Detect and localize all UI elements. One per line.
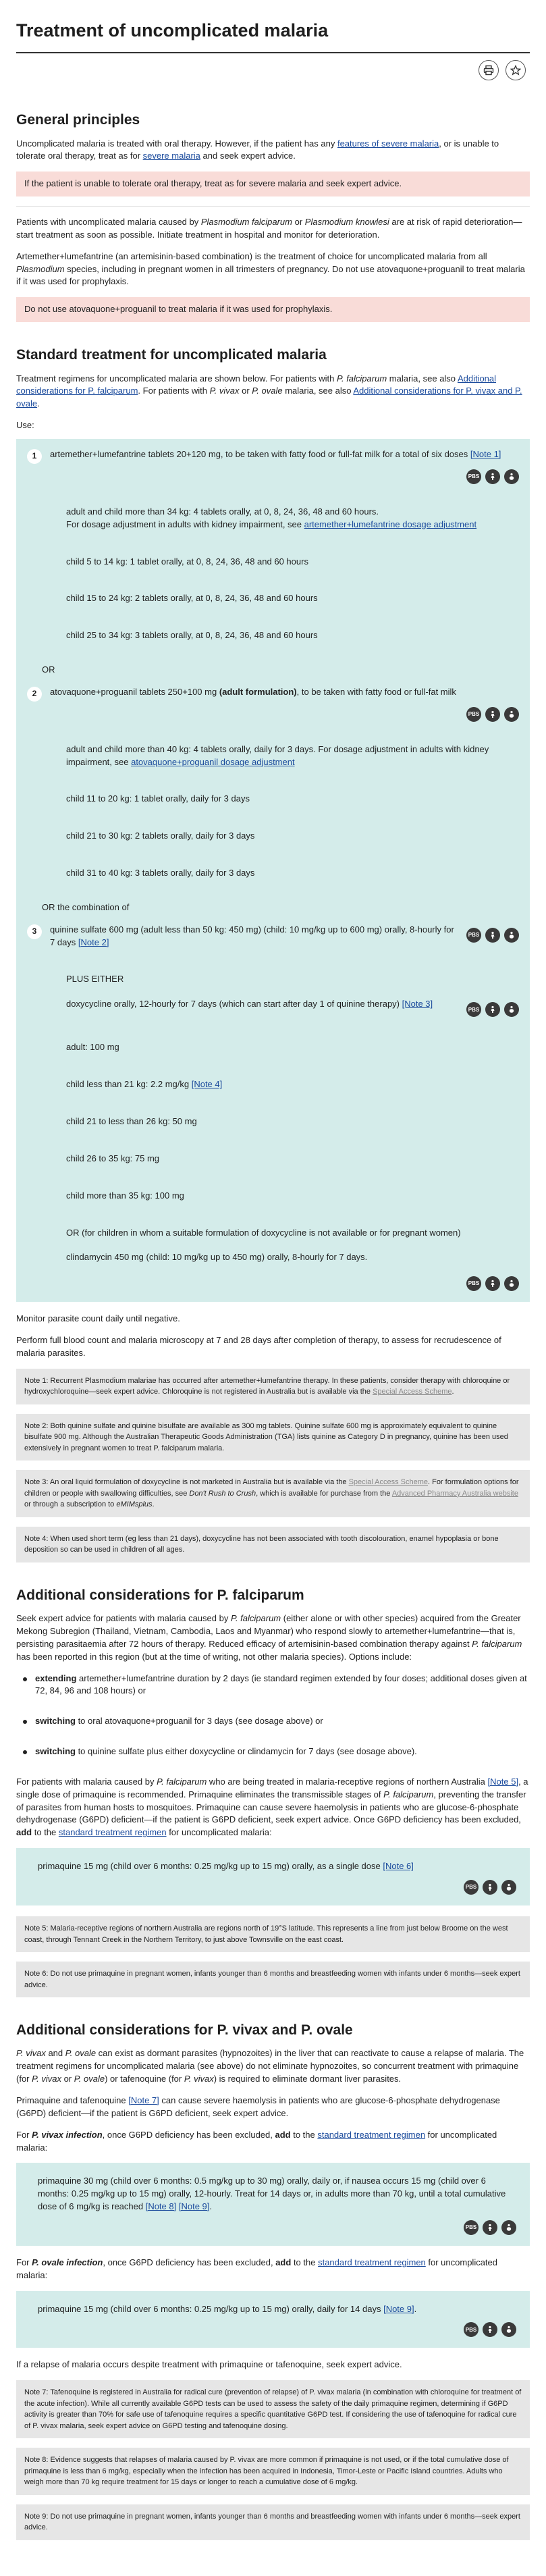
dose-child: child 5 to 14 kg: 1 tablet orally, at 0, 8, 24, 36, 48 and 60 hours bbox=[66, 556, 308, 567]
bookmark-button[interactable] bbox=[506, 60, 526, 80]
pbs-icon[interactable]: PBS bbox=[464, 2322, 479, 2337]
note-1-link[interactable]: [Note 1] bbox=[470, 448, 501, 459]
alert-prophylaxis: Do not use atovaquone+proguanil to treat malaria if it was used for prophylaxis. bbox=[16, 297, 530, 322]
vivax-considerations-link[interactable]: Additional considerations for P. vivax and P. ovale bbox=[16, 386, 522, 409]
pregnancy-icon[interactable] bbox=[485, 1276, 500, 1291]
atovaquone-adjustment-link[interactable]: atovaquone+proguanil dosage adjustment bbox=[131, 756, 295, 767]
breastfeeding-icon[interactable] bbox=[504, 469, 519, 484]
list-item: switching to quinine sulfate plus either doxycycline or clindamycin for 7 days (see dosage above). bbox=[16, 1745, 530, 1758]
standard-heading: Standard treatment for uncomplicated malaria bbox=[16, 347, 327, 363]
note-1: Note 1: Recurrent Plasmodium malariae has occurred after artemether+lumefantrine therapy. In these patients, consider therapy with chloroquine or hydroxychloroquine—seek expert advice. Chloroquine is not registered in Australia but is available via the Special Access Scheme. bbox=[16, 1369, 530, 1404]
breastfeeding-icon[interactable] bbox=[504, 1276, 519, 1291]
pregnancy-icon[interactable] bbox=[485, 1002, 500, 1017]
note-2: Note 2: Both quinine sulfate and quinine bisulfate are available as 300 mg tablets. Quinine sulfate 600 mg is approximately equivalent to quinine bisulfate 900 mg. Although the Australian Therapeutic Goods Administration (TGA) lists quinine as Category D in pregnancy, quinine has been used extensively in pregnant women to treat P. falciparum malaria. bbox=[16, 1414, 530, 1461]
dose-child: child 21 to 30 kg: 2 tablets orally, daily for 3 days bbox=[66, 831, 255, 841]
note-7: Note 7: Tafenoquine is registered in Australia for radical cure (prevention of relapse) of P. vivax malaria (in combination with chloroquine for treatment of the acute infection). While all currently available G6PD tests can be used to assess the safety of the daily primaquine regimen, determining if G6PD activity is greater than 70% for safe use of tafenoquine requires a specific quantitative G6PD test. If considering the use of tafenoquine for radical cure of P. vivax malaria, seek expert advice on G6PD testing and tafenoquine dosing. bbox=[16, 2380, 530, 2438]
option-number: 1 bbox=[27, 449, 42, 464]
or-separator: OR the combination of bbox=[42, 901, 130, 912]
monitor-text: Monitor parasite count daily until negative. bbox=[16, 1313, 180, 1324]
note-4: Note 4: When used short term (eg less than 21 days), doxycycline has not been associated with tooth discolouration, enamel hypoplasia or bone deposition so can be used in children of all ages. bbox=[16, 1527, 530, 1562]
standard-regimen-link[interactable]: standard treatment regimen bbox=[58, 1827, 167, 1838]
dose-adult: adult and child more than 40 kg: 4 tablets orally, daily for 3 days. For dosage adjustment in adults with kidney impairment, see atovaquone+proguanil dosage adjustment bbox=[66, 743, 489, 767]
note-5: Note 5: Malaria-receptive regions of northern Australia are regions north of 19°S latitude. This represents a line from just below Broome on the west coast, through Tennant Creek in the Northern Territory, to just above Townsville on the east coast. bbox=[16, 1916, 530, 1952]
dose-child: child 26 to 35 kg: 75 mg bbox=[66, 1153, 160, 1163]
vivax-heading: Additional considerations for P. vivax and P. ovale bbox=[16, 2022, 353, 2039]
dose-child: child 15 to 24 kg: 2 tablets orally, at 0, 8, 24, 36, 48 and 60 hours bbox=[66, 593, 318, 604]
drug-icons bbox=[466, 703, 519, 722]
pbs-icon[interactable]: PBS bbox=[466, 1002, 481, 1017]
special-access-link[interactable]: Special Access Scheme bbox=[373, 1388, 452, 1396]
note-9-link[interactable]: [Note 9] bbox=[178, 2201, 210, 2212]
breastfeeding-icon[interactable] bbox=[501, 1880, 516, 1895]
list-item: switching to oral atovaquone+proguanil for 3 days (see dosage above) or bbox=[16, 1715, 530, 1728]
note-5-link[interactable]: [Note 5] bbox=[487, 1776, 519, 1787]
note-3: Note 3: An oral liquid formulation of doxycycline is not marketed in Australia but is available via the Special Access Scheme. For formulation options for children or people with swallowing difficulties, see Don't Rush to Crush, which is available for purchase from the Advanced Pharmacy Australia website or through a subscription to eMIMsplus. bbox=[16, 1470, 530, 1517]
doxycycline-option: doxycycline orally, 12-hourly for 7 days (which can start after day 1 of quinine therapy) [Note 3] PBS bbox=[66, 998, 519, 1029]
divider bbox=[16, 206, 530, 207]
drug-icons bbox=[466, 998, 519, 1017]
general-paragraph-1: Uncomplicated malaria is treated with oral therapy. However, if the patient has any features of severe malaria, or is unable to tolerate oral therapy, treat as for severe malaria and seek expert advice. bbox=[16, 138, 499, 161]
falciparum-considerations-link[interactable]: Additional considerations for P. falciparum bbox=[16, 373, 497, 396]
vivax-paragraph-3: For P. vivax infection, once G6PD deficiency has been excluded, add to the standard treatment regimen for uncomplicated malaria: bbox=[16, 2129, 497, 2153]
pregnancy-icon[interactable] bbox=[483, 2322, 497, 2337]
general-heading: General principles bbox=[16, 112, 140, 128]
pbs-icon[interactable]: PBS bbox=[464, 2220, 479, 2235]
dose-child: child 11 to 20 kg: 1 tablet orally, daily for 3 days bbox=[66, 793, 250, 804]
falciparum-paragraph-1: Seek expert advice for patients with malaria caused by P. falciparum (either alone or with other species) acquired from the Greater Mekong Subregion (Thailand, Vietnam, Cambodia, Laos and Myanmar) who respond slowly to artemether+lumefantrine—that is, persisting parasitaemia after 72 hours of therapy. Reduced efficacy of artemisinin-based combination therapy against P. falciparum has been reported in this region (but at the time of writing, not other malaria species). Options include: bbox=[16, 1613, 522, 1662]
or-separator: OR bbox=[42, 664, 55, 675]
dose-child: child less than 21 kg: 2.2 mg/kg [Note 4] bbox=[66, 1079, 223, 1090]
clindamycin-or-label: OR (for children in whom a suitable formulation of doxycycline is not available or for pregnant women) bbox=[66, 1227, 461, 1238]
option-number: 2 bbox=[27, 687, 42, 702]
severe-malaria-link[interactable]: severe malaria bbox=[142, 151, 200, 161]
use-label: Use: bbox=[16, 420, 34, 431]
dose-list bbox=[27, 731, 519, 892]
dose-list bbox=[27, 494, 519, 654]
drug-icons bbox=[38, 1880, 516, 1895]
drug-icons bbox=[466, 465, 519, 484]
note-8-link[interactable]: [Note 8] bbox=[145, 2201, 177, 2212]
print-button[interactable] bbox=[479, 60, 499, 80]
dose-child: child more than 35 kg: 100 mg bbox=[66, 1190, 184, 1201]
print-icon bbox=[483, 65, 494, 76]
pregnancy-icon[interactable] bbox=[483, 1880, 497, 1895]
artemether-adjustment-link[interactable]: artemether+lumefantrine dosage adjustment bbox=[304, 519, 477, 529]
note-4-link[interactable]: [Note 4] bbox=[191, 1079, 223, 1090]
option-number: 3 bbox=[27, 924, 42, 939]
dose-adult: adult and child more than 34 kg: 4 tablets orally, at 0, 8, 24, 36, 48 and 60 hours. For dosage adjustment in adults with kidney impairment, see artemether+lumefantrine dosage adjustment bbox=[66, 506, 477, 529]
standard-regimen-link[interactable]: standard treatment regimen bbox=[318, 2257, 426, 2267]
falciparum-paragraph-2: For patients with malaria caused by P. falciparum who are being treated in malaria-receptive regions of northern Australia [Note 5], a single dose of primaquine is recommended. Primaquine eliminates the transmissible stages of P. falciparum, preventing the transfer of parasites from human hosts to mosquitoes. Primaquine can cause severe haemolysis in patients who are glucose-6-phosphate dehydrogenase (G6PD) deficient—if the patient is G6PD deficient, seek expert advice. Once G6PD deficiency has been excluded, add to the standard treatment regimen for uncomplicated malaria: bbox=[16, 1776, 528, 1838]
vivax-paragraph-1: P. vivax and P. ovale can exist as dormant parasites (hypnozoites) in the liver that can reactivate to cause a relapse of malaria. The treatment regimens for uncomplicated malaria (see above) do not eliminate hypnozoites, so concurrent treatment with primaquine (for P. vivax or P. ovale) or tafenoquine (for P. vivax) is required to eliminate dormant liver parasites. bbox=[16, 2048, 524, 2084]
primaquine-dose: primaquine 15 mg (child over 6 months: 0.25 mg/kg up to 15 mg) orally, daily for 14 days [Note 9]. bbox=[38, 2303, 417, 2314]
standard-treatment-section bbox=[16, 345, 530, 1562]
vivax-paragraph-2: Primaquine and tafenoquine [Note 7] can cause severe haemolysis in patients who are glucose-6-phosphate dehydrogenase (G6PD) deficient—if the patient is G6PD deficient, seek expert advice. bbox=[16, 2095, 500, 2118]
severe-features-link[interactable]: features of severe malaria bbox=[337, 138, 439, 149]
drug-icons bbox=[38, 2220, 516, 2235]
dose-adult: adult: 100 mg bbox=[66, 1042, 119, 1053]
vivax-paragraph-4: For P. ovale infection, once G6PD deficiency has been excluded, add to the standard treatment regimen for uncomplicated malaria: bbox=[16, 2257, 498, 2280]
note-3-link[interactable]: [Note 3] bbox=[402, 999, 433, 1009]
note-9-link[interactable]: [Note 9] bbox=[383, 2303, 414, 2314]
plus-either-label: PLUS EITHER bbox=[66, 974, 124, 984]
page-toolbar bbox=[16, 53, 530, 87]
drug-icons bbox=[66, 1276, 519, 1291]
breastfeeding-icon[interactable] bbox=[504, 1002, 519, 1017]
note-6-link[interactable]: [Note 6] bbox=[383, 1861, 414, 1872]
pregnancy-icon[interactable] bbox=[485, 707, 500, 722]
pbs-icon[interactable]: PBS bbox=[466, 707, 481, 722]
note-2-link[interactable]: [Note 2] bbox=[78, 937, 109, 947]
note-7-link[interactable]: [Note 7] bbox=[128, 2095, 159, 2105]
page-title: Treatment of uncomplicated malaria bbox=[16, 20, 329, 41]
primaquine-dose: primaquine 30 mg (child over 6 months: 0.5 mg/kg up to 30 mg) orally, daily or, if nausea occurs 15 mg (child over 6 months: 0.25 mg/kg up to 15 mg) orally, 12-hourly. Treat for 14 days or, in adults more than 70 kg, until a total cumulative dose of 6 mg/kg is reached [Note 8] [Note 9]. bbox=[38, 2176, 506, 2212]
primaquine-ovale-box bbox=[16, 2291, 530, 2348]
pbs-icon[interactable]: PBS bbox=[466, 469, 481, 484]
general-paragraph-2: Patients with uncomplicated malaria caused by Plasmodium falciparum or Plasmodium knowlesi are at risk of rapid deterioration—start treatment as soon as possible. Initiate treatment in hospital and monitor for deterioration. bbox=[16, 217, 522, 240]
alert-oral-therapy: If the patient is unable to tolerate oral therapy, treat as for severe malaria and seek expert advice. bbox=[16, 172, 530, 196]
breastfeeding-icon[interactable] bbox=[504, 928, 519, 943]
falciparum-heading: Additional considerations for P. falciparum bbox=[16, 1587, 304, 1603]
clindamycin-option: clindamycin 450 mg (child: 10 mg/kg up to 450 mg) orally, 8-hourly for 7 days. bbox=[66, 1252, 368, 1263]
breastfeeding-icon[interactable] bbox=[501, 2220, 516, 2235]
regimen-option-3 bbox=[27, 924, 519, 952]
general-paragraph-3: Artemether+lumefantrine (an artemisinin-based combination) is the treatment of choice for uncomplicated malaria from all Plasmodium species, including in pregnant women in all trimesters of pregnancy. Do not use atovaquone+proguanil to treat malaria if it was used for prophylaxis. bbox=[16, 251, 525, 287]
note-6: Note 6: Do not use primaquine in pregnant women, infants younger than 6 months and breastfeeding women with infants under 6 months—seek expert advice. bbox=[16, 1962, 530, 1997]
falciparum-section bbox=[16, 1585, 530, 1997]
drug-icons bbox=[466, 924, 519, 952]
pharmacy-website-link[interactable]: Advanced Pharmacy Australia website bbox=[391, 1489, 518, 1498]
primaquine-vivax-box bbox=[16, 2163, 530, 2246]
option-text: artemether+lumefantrine tablets 20+120 mg, to be taken with fatty food or full-fat milk for a total of six doses [Note 1] bbox=[50, 448, 501, 459]
title-bar bbox=[16, 0, 530, 53]
drug-icons bbox=[38, 2322, 516, 2337]
vivax-section bbox=[16, 2020, 530, 2540]
primaquine-box bbox=[16, 1848, 530, 1905]
dose-child: child 21 to less than 26 kg: 50 mg bbox=[66, 1116, 197, 1127]
option-text: atovaquone+proguanil tablets 250+100 mg (adult formulation), to be taken with fatty food or full-fat milk bbox=[50, 686, 456, 697]
option-text: quinine sulfate 600 mg (adult less than 50 kg: 450 mg) (child: 10 mg/kg up to 600 mg) orally, 8-hourly for 7 days [Note 2] bbox=[50, 924, 454, 947]
pbs-icon[interactable]: PBS bbox=[466, 928, 481, 943]
regimen-option-1 bbox=[27, 448, 519, 484]
regimen-box bbox=[16, 439, 530, 1302]
pregnancy-icon[interactable] bbox=[485, 928, 500, 943]
standard-intro: Treatment regimens for uncomplicated malaria are shown below. For patients with P. falciparum malaria, see also Additional considerations for P. falciparum. For patients with P. vivax or P. ovale malaria, see also Additional considerations for P. vivax and P. ovale. bbox=[16, 373, 522, 409]
standard-regimen-link[interactable]: standard treatment regimen bbox=[317, 2129, 426, 2140]
pbs-icon[interactable]: PBS bbox=[466, 1276, 481, 1291]
regimen-option-2 bbox=[27, 686, 519, 722]
star-icon bbox=[510, 65, 521, 76]
dose-child: child 25 to 34 kg: 3 tablets orally, at 0, 8, 24, 36, 48 and 60 hours bbox=[66, 630, 318, 641]
relapse-text: If a relapse of malaria occurs despite treatment with primaquine or tafenoquine, seek expert advice. bbox=[16, 2359, 402, 2370]
dose-child: child 31 to 40 kg: 3 tablets orally, daily for 3 days bbox=[66, 868, 255, 878]
pregnancy-icon[interactable] bbox=[483, 2220, 497, 2235]
general-principles-section bbox=[16, 110, 530, 322]
dose-list bbox=[27, 961, 519, 1291]
note-9: Note 9: Do not use primaquine in pregnant women, infants younger than 6 months and breastfeeding women with infants under 6 months—seek expert advice. bbox=[16, 2504, 530, 2540]
pregnancy-icon[interactable] bbox=[485, 469, 500, 484]
special-access-link[interactable]: Special Access Scheme bbox=[348, 1478, 428, 1487]
primaquine-dose: primaquine 15 mg (child over 6 months: 0.25 mg/kg up to 15 mg) orally, as a single dose [Note 6] bbox=[38, 1861, 414, 1872]
note-8: Note 8: Evidence suggests that relapses of malaria caused by P. vivax are more common if primaquine is not used, or if the total cumulative dose of primaquine is less than 6 mg/kg, especially when the infection has been acquired in Indonesia, Timor-Leste or Pacific Island countries. Adults who weigh more than 70 kg require treatment for 15 days or longer to reach a cumulative dose of 6 mg/kg. bbox=[16, 2448, 530, 2495]
breastfeeding-icon[interactable] bbox=[501, 2322, 516, 2337]
blood-count-text: Perform full blood count and malaria microscopy at 7 and 28 days after completion of therapy, to assess for recrudescence of malaria parasites. bbox=[16, 1335, 501, 1358]
falciparum-options-list bbox=[16, 1673, 530, 1758]
pbs-icon[interactable]: PBS bbox=[464, 1880, 479, 1895]
list-item: extending artemether+lumefantrine duration by 2 days (ie standard regimen extended by four doses; additional doses given at 72, 84, 96 and 108 hours) or bbox=[16, 1673, 530, 1698]
breastfeeding-icon[interactable] bbox=[504, 707, 519, 722]
